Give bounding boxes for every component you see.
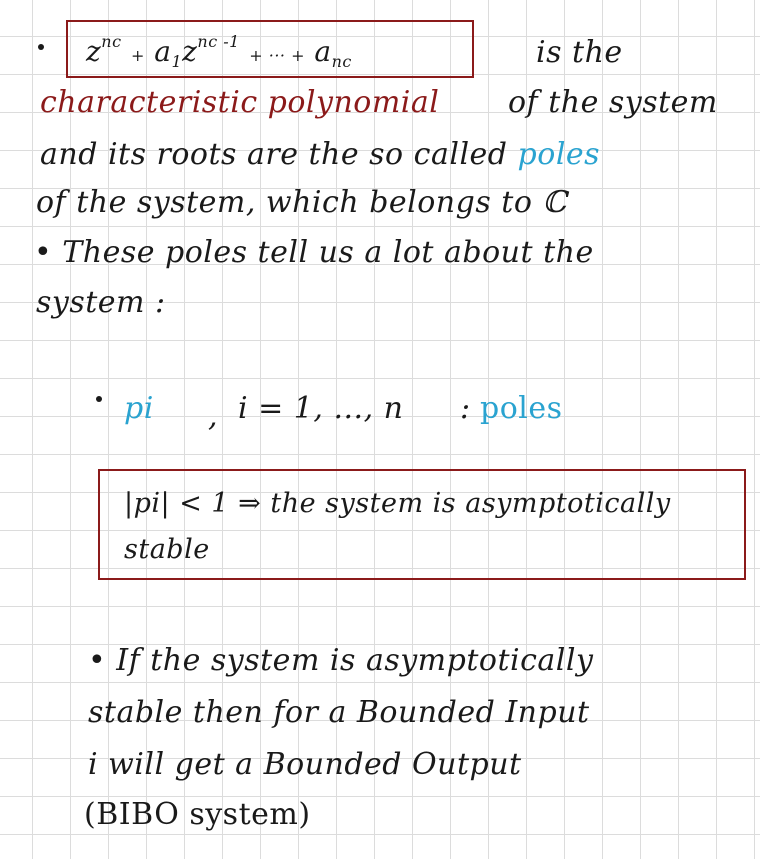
bullet-1 bbox=[38, 44, 44, 50]
stability-condition-line2: stable bbox=[124, 534, 210, 565]
system-colon-text: system : bbox=[36, 285, 166, 320]
bullet-2 bbox=[96, 396, 102, 402]
poles-word: poles bbox=[517, 137, 601, 172]
bibo-line4: (BIBO system) bbox=[84, 797, 311, 832]
characteristic-polynomial-text: characteristic polynomial bbox=[40, 85, 440, 120]
pole-colon: : bbox=[460, 391, 471, 426]
stability-condition-line1: |pi| < 1 ⇒ the system is asymptotically bbox=[124, 488, 671, 519]
bibo-line1: • If the system is asymptotically bbox=[88, 643, 594, 678]
poly-dots: + ··· + bbox=[249, 46, 305, 65]
poly-subn: nc bbox=[331, 52, 352, 71]
poles-label: poles bbox=[480, 391, 563, 426]
poly-exp2: nc -1 bbox=[197, 32, 240, 51]
poly-an: a bbox=[314, 35, 332, 68]
poly-z2: z bbox=[182, 35, 198, 68]
roots-text bbox=[40, 137, 601, 172]
poly-plus: + bbox=[130, 46, 145, 65]
poly-sub1: 1 bbox=[171, 52, 183, 71]
pole-index: i = 1, ..., n bbox=[238, 391, 404, 426]
bibo-line2: stable then for a Bounded Input bbox=[88, 695, 590, 730]
polynomial-expression bbox=[86, 34, 352, 70]
poly-exp1: nc bbox=[101, 32, 122, 51]
roots-prefix: and its roots are the so called bbox=[40, 137, 508, 172]
pole-symbol: pi bbox=[124, 391, 154, 426]
belongs-text: of the system, which belongs to ℂ bbox=[36, 185, 567, 220]
bibo-line3: i will get a Bounded Output bbox=[88, 747, 522, 782]
is-the-text: is the bbox=[536, 35, 623, 70]
poly-a1: a bbox=[154, 35, 172, 68]
of-system-text: of the system bbox=[508, 85, 718, 120]
pole-comma: , bbox=[208, 399, 219, 434]
poles-tell-text: • These poles tell us a lot about the bbox=[34, 235, 594, 270]
poly-z: z bbox=[86, 35, 102, 68]
